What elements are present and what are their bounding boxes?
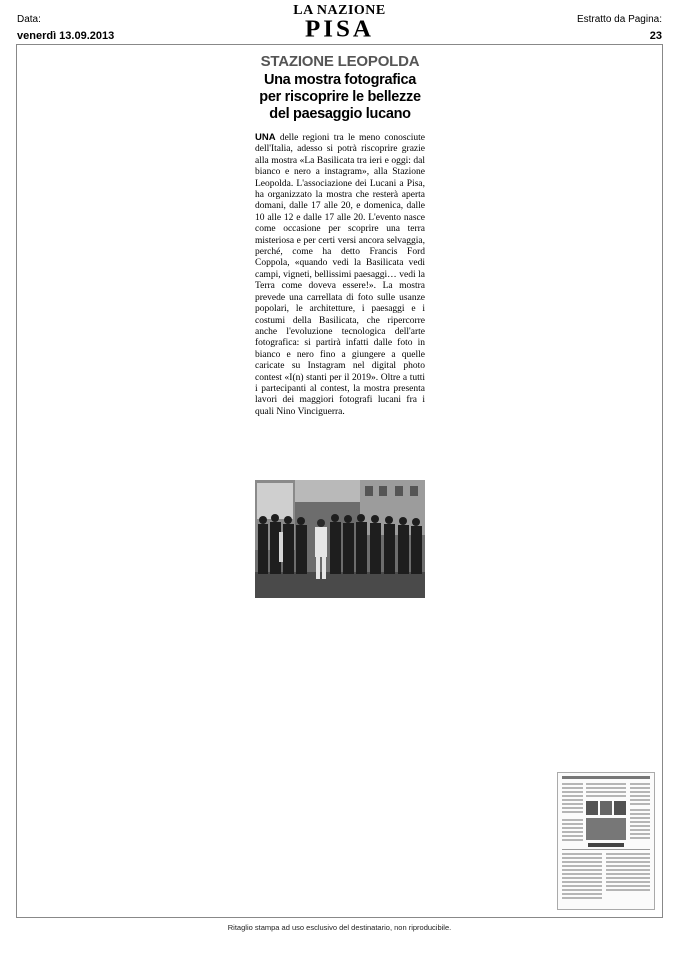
article-title: Una mostra fotografica per riscoprire le bellezze del paesaggio lucano (259, 72, 421, 122)
edition-city: PISA (305, 16, 374, 43)
article-kicker: STAZIONE LEOPOLDA (260, 53, 420, 70)
date-value: venerdì 13.09.2013 (17, 30, 115, 42)
page-thumbnail (557, 772, 655, 910)
article-lead-word: UNA (255, 132, 276, 143)
newspaper-name: LA NAZIONE (293, 3, 386, 18)
article-photo (255, 480, 425, 598)
page-number: 23 (649, 30, 662, 42)
article (255, 53, 425, 418)
article-body-text: delle regioni tra le meno conosciute dell'Italia, adesso si potrà riscoprire grazie alla mostra «La Basilicata tra ieri e oggi: dal bianco e nero a instagram», alla Stazione Leopolda. L'associazione dei Lucani a Pisa, ha organizzato la mostra che resterà aperta domani, dalle 17 alle 20, e domenica, dalle 10 alle 12 e dalle 17 alle 20. L'evento nasce come occasione per scoprire una terra misteriosa e per certi versi ancora selvaggia, perché, come ha detto Francis Ford Coppola, «quando vedi la Basilicata vedi campi, vigneti, bellissimi paesaggi… vedi la Terra come doveva essere!». La mostra prevede una carrellata di foto sulle usanze popolari, le architetture, i paesaggi e i costumi della Basilicata, che ripercorre anche l'evoluzione tecnologica dell'arte fotografica: si partirà infatti dalle foto in bianco e nero fino a giungere a quelle caricate su Instagram nel digital photo contest «I(n) stanti per il 2019». Oltre a tutti i partecipanti al contest, la mostra presenta lavori dei maggiori fotografi lucani fra i quali Nino Vinciguerra. (255, 133, 426, 417)
footer-disclaimer: Ritaglio stampa ad uso esclusivo del destinatario, non riproducibile. (227, 923, 452, 932)
header-page (577, 13, 662, 43)
date-label: Data: (17, 14, 41, 25)
page-label: Estratto da Pagina: (576, 14, 662, 25)
article-body (255, 132, 425, 418)
